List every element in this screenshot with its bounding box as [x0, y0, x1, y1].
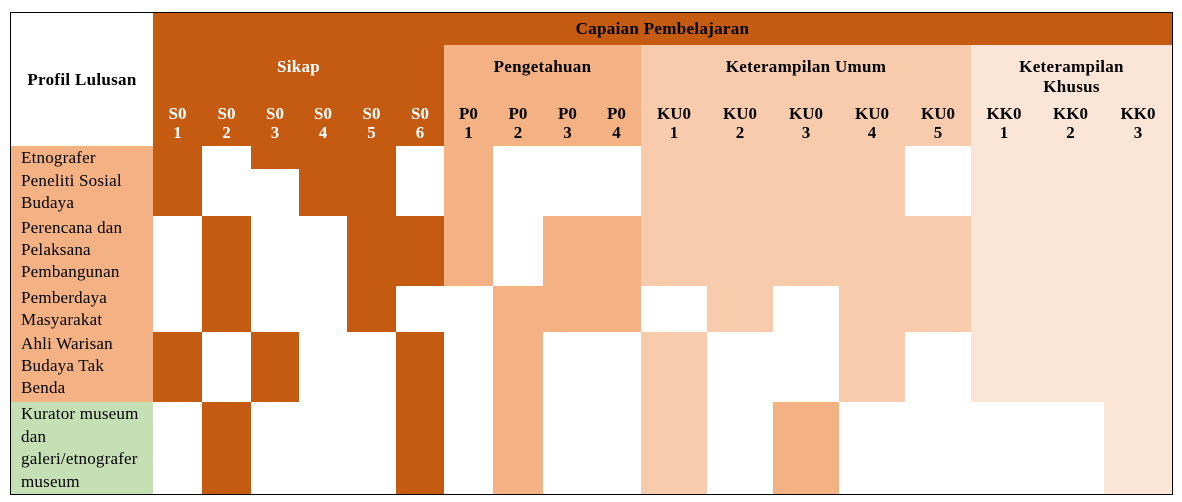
mark-cell-filled	[773, 146, 840, 170]
mark-cell-filled	[971, 146, 1038, 170]
code-header-KU01	[641, 100, 708, 147]
mark-cell-filled	[444, 216, 494, 287]
mark-cell-empty	[251, 169, 300, 217]
mark-cell-empty	[905, 146, 972, 170]
code-header-P04	[592, 100, 642, 147]
mark-cell-filled	[971, 286, 1038, 333]
code-header-KU04	[839, 100, 906, 147]
mark-cell-empty	[592, 169, 642, 217]
code-header-label: P0 2	[508, 104, 528, 142]
group-sikap	[153, 45, 445, 101]
mark-cell-empty	[202, 146, 252, 170]
mark-cell-filled	[839, 146, 906, 170]
mark-cell-empty	[707, 332, 774, 403]
code-header-label: KK0 1	[986, 104, 1022, 142]
mark-cell-filled	[773, 169, 840, 217]
mark-cell-filled	[347, 216, 397, 287]
code-header-label: S0 3	[266, 104, 284, 142]
mark-cell-filled	[707, 216, 774, 287]
mark-cell-empty	[493, 146, 544, 170]
mark-cell-filled	[641, 169, 708, 217]
row-label-text: Ahli Warisan Budaya Tak Benda	[21, 334, 113, 397]
mark-cell-filled	[839, 286, 906, 333]
group-sikap-label: Sikap	[276, 57, 321, 76]
mark-cell-empty	[543, 402, 593, 495]
mark-cell-filled	[202, 216, 252, 287]
code-header-S04	[299, 100, 348, 147]
code-header-KK01	[971, 100, 1038, 147]
mark-cell-filled	[839, 332, 906, 403]
code-header-KK02	[1037, 100, 1105, 147]
mark-cell-empty	[592, 332, 642, 403]
mark-cell-filled	[1037, 146, 1105, 170]
mark-cell-filled	[839, 169, 906, 217]
mark-cell-empty	[251, 286, 300, 333]
code-header-P03	[543, 100, 593, 147]
mark-cell-filled	[493, 286, 544, 333]
group-keterampilan-umum	[641, 45, 972, 101]
mark-cell-filled	[444, 169, 494, 217]
mark-cell-empty	[202, 169, 252, 217]
code-header-label: KU0 5	[921, 104, 955, 142]
code-header-label: KU0 4	[855, 104, 889, 142]
mark-cell-filled	[153, 146, 203, 170]
row-label	[11, 332, 154, 403]
code-header-S02	[202, 100, 252, 147]
mark-cell-filled	[971, 332, 1038, 403]
mark-cell-filled	[707, 286, 774, 333]
group-pengetahuan	[444, 45, 642, 101]
row-label	[11, 402, 154, 495]
code-header-S01	[153, 100, 203, 147]
mark-cell-filled	[396, 332, 445, 403]
mark-cell-empty	[905, 169, 972, 217]
mark-cell-filled	[905, 286, 972, 333]
mark-cell-filled	[493, 332, 544, 403]
code-header-label: S0 1	[168, 104, 187, 142]
mark-cell-filled	[707, 146, 774, 170]
code-header-label: KU0 1	[657, 104, 691, 142]
mark-cell-filled	[347, 146, 397, 170]
mark-cell-empty	[1037, 402, 1105, 495]
code-header-label: KK0 3	[1120, 104, 1156, 142]
mark-cell-filled	[1104, 216, 1173, 287]
mark-cell-filled	[543, 216, 593, 287]
mark-cell-filled	[347, 286, 397, 333]
row-label	[11, 286, 154, 333]
mark-cell-filled	[971, 169, 1038, 217]
mark-cell-empty	[347, 402, 397, 495]
mark-cell-empty	[251, 216, 300, 287]
mark-cell-filled	[202, 286, 252, 333]
mark-cell-filled	[153, 332, 203, 403]
mark-cell-filled	[971, 216, 1038, 287]
group-keterampilan-khusus-label: Keterampilan Khusus	[1019, 57, 1124, 96]
mark-cell-filled	[493, 402, 544, 495]
group-pengetahuan-label: Pengetahuan	[493, 57, 592, 76]
code-header-P01	[444, 100, 494, 147]
mark-cell-empty	[444, 402, 494, 495]
mark-cell-empty	[299, 286, 348, 333]
mark-cell-empty	[444, 332, 494, 403]
mark-cell-filled	[347, 169, 397, 217]
code-header-S06	[396, 100, 445, 147]
code-header-label: KU0 3	[789, 104, 823, 142]
row-label	[11, 216, 154, 287]
mark-cell-empty	[347, 332, 397, 403]
mark-cell-filled	[1104, 332, 1173, 403]
mark-cell-filled	[153, 169, 203, 217]
code-header-label: S0 2	[217, 104, 236, 142]
mark-cell-filled	[1104, 169, 1173, 217]
mark-cell-empty	[493, 169, 544, 217]
mark-cell-empty	[153, 216, 203, 287]
code-header-label: S0 6	[411, 104, 429, 142]
code-header-label: P0 4	[607, 104, 626, 142]
mark-cell-empty	[493, 216, 544, 287]
mark-cell-filled	[444, 146, 494, 170]
mark-cell-empty	[839, 402, 906, 495]
row-label-text: Etnografer	[21, 148, 96, 167]
mark-cell-filled	[543, 286, 593, 333]
row-label-text: Pemberdaya Masyarakat	[21, 288, 108, 329]
mark-cell-filled	[299, 169, 348, 217]
mark-cell-filled	[396, 402, 445, 495]
corner-header-label: Profil Lulusan	[27, 69, 137, 89]
code-header-KK03	[1104, 100, 1173, 147]
mark-cell-filled	[1037, 332, 1105, 403]
mark-cell-filled	[1104, 402, 1173, 495]
code-header-label: P0 3	[558, 104, 577, 142]
group-keterampilan-khusus	[971, 45, 1173, 101]
mark-cell-empty	[971, 402, 1038, 495]
mark-cell-filled	[592, 286, 642, 333]
mark-cell-filled	[773, 402, 840, 495]
mark-cell-filled	[641, 146, 708, 170]
mark-cell-empty	[543, 332, 593, 403]
mark-cell-empty	[773, 286, 840, 333]
table-title-label: Capaian Pembelajaran	[575, 19, 750, 38]
mark-cell-filled	[1037, 169, 1105, 217]
row-label	[11, 146, 154, 170]
mark-cell-filled	[1104, 286, 1173, 333]
mark-cell-empty	[299, 332, 348, 403]
code-header-P02	[493, 100, 544, 147]
mark-cell-filled	[905, 216, 972, 287]
code-header-S03	[251, 100, 300, 147]
mark-cell-filled	[396, 216, 445, 287]
mark-cell-empty	[905, 332, 972, 403]
mark-cell-empty	[543, 146, 593, 170]
code-header-S05	[347, 100, 397, 147]
row-label-text: Perencana dan Pelaksana Pembangunan	[21, 218, 123, 281]
mark-cell-filled	[1104, 146, 1173, 170]
row-label-text: Peneliti Sosial Budaya	[21, 171, 122, 212]
mark-cell-empty	[153, 402, 203, 495]
code-header-label: P0 1	[459, 104, 478, 142]
group-keterampilan-umum-label: Keterampilan Umum	[725, 57, 887, 76]
mark-cell-filled	[1037, 216, 1105, 287]
code-header-label: S0 5	[362, 104, 381, 142]
mark-cell-filled	[707, 169, 774, 217]
mark-cell-empty	[299, 216, 348, 287]
mark-cell-filled	[1037, 286, 1105, 333]
mark-cell-filled	[202, 402, 252, 495]
code-header-KU02	[707, 100, 774, 147]
corner-header	[11, 13, 154, 147]
code-header-label: KK0 2	[1053, 104, 1088, 142]
mark-cell-filled	[773, 216, 840, 287]
mark-cell-filled	[251, 332, 300, 403]
code-header-label: S0 4	[314, 104, 332, 142]
code-header-KU05	[905, 100, 972, 147]
code-header-KU03	[773, 100, 840, 147]
mark-cell-filled	[299, 146, 348, 170]
mark-cell-empty	[707, 402, 774, 495]
mark-cell-filled	[592, 216, 642, 287]
mark-cell-empty	[543, 169, 593, 217]
mark-cell-empty	[202, 332, 252, 403]
mark-cell-filled	[251, 146, 300, 170]
row-label	[11, 169, 154, 217]
mark-cell-empty	[905, 402, 972, 495]
mark-cell-empty	[251, 402, 300, 495]
mark-cell-empty	[641, 286, 708, 333]
mark-cell-empty	[592, 402, 642, 495]
row-label-text: Kurator museum dan galeri/etnografer museum	[21, 404, 139, 491]
mark-cell-empty	[773, 332, 840, 403]
mark-cell-filled	[839, 216, 906, 287]
code-header-label: KU0 2	[723, 104, 757, 142]
table-title	[153, 13, 1173, 46]
mark-cell-empty	[396, 286, 445, 333]
mark-cell-filled	[641, 216, 708, 287]
mark-cell-filled	[641, 332, 708, 403]
mark-cell-empty	[396, 146, 445, 170]
mark-cell-empty	[444, 286, 494, 333]
mark-cell-empty	[396, 169, 445, 217]
mark-cell-filled	[641, 402, 708, 495]
mark-cell-empty	[153, 286, 203, 333]
mark-cell-empty	[299, 402, 348, 495]
mark-cell-empty	[592, 146, 642, 170]
